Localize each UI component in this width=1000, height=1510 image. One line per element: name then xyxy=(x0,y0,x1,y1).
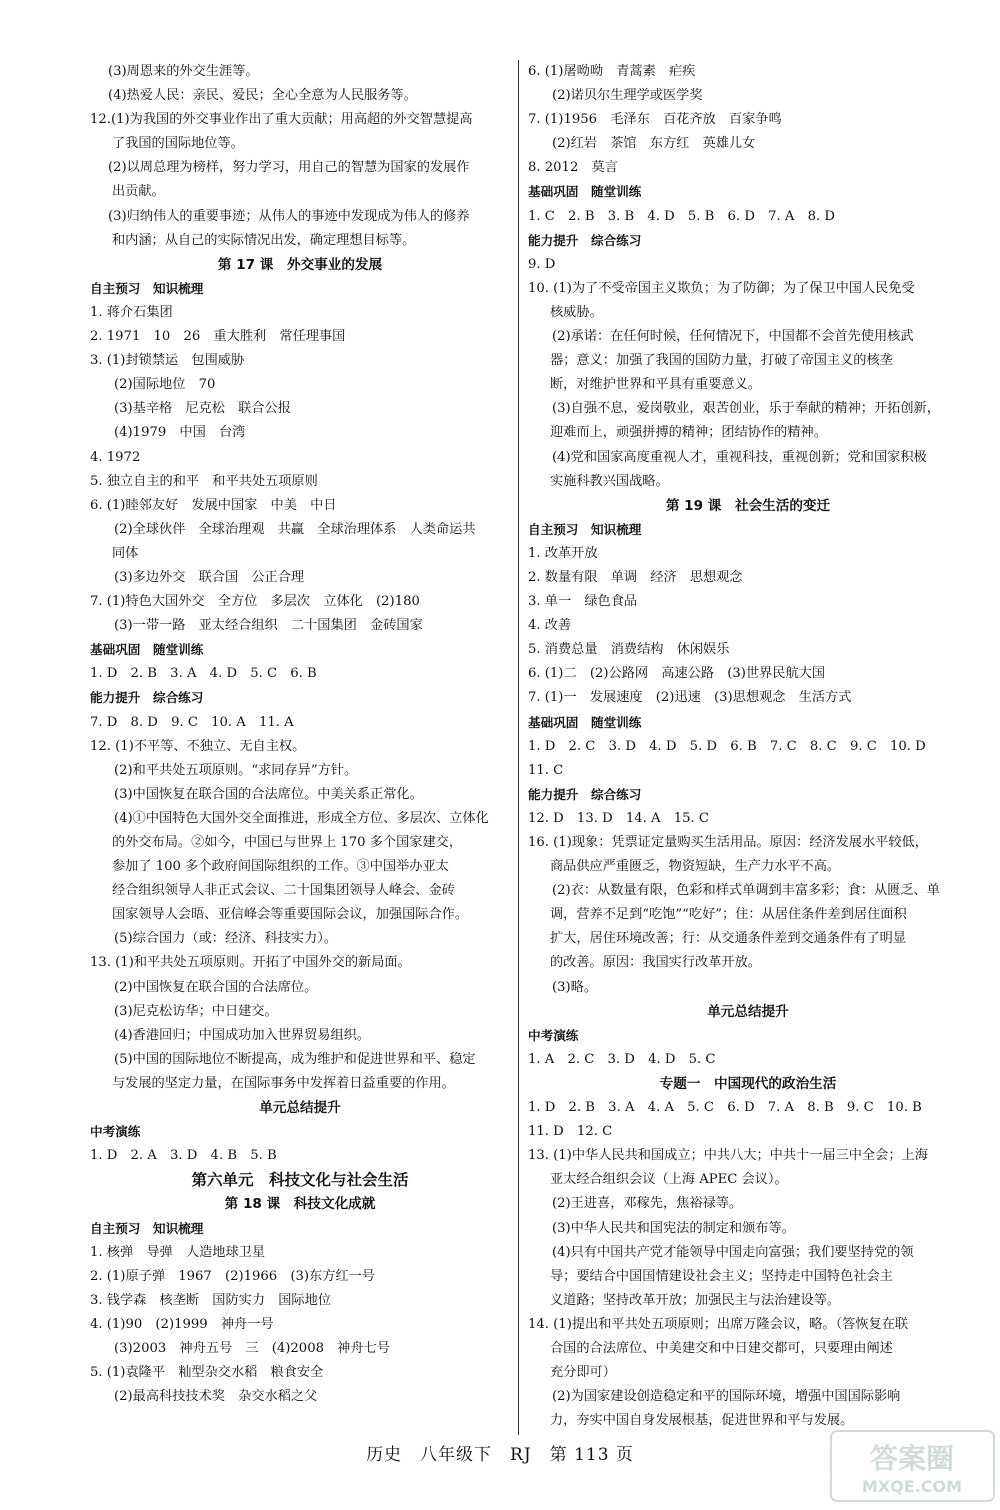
answer-line: (2)为国家建设创造稳定和平的国际环境，增强中国国际影响 xyxy=(552,1389,901,1405)
answer-line: 力，夯实中国自身发展根基，促进世界和平与发展。 xyxy=(550,1413,854,1429)
answer-line: 13. (1)和平共处五项原则。开拓了中国外交的新局面。 xyxy=(90,955,411,971)
answer-line: (3)中华人民共和国宪法的制定和颁布等。 xyxy=(552,1220,795,1236)
answer-line: (2)以周总理为榜样，努力学习，用自己的智慧为国家的发展作 xyxy=(108,160,470,176)
answer-line: (2)和平共处五项原则。“求同存异”方针。 xyxy=(114,762,358,778)
section-title: 专题一 中国现代的政治生活 xyxy=(659,1075,837,1092)
answer-line: 3. 单一 绿色食品 xyxy=(528,594,638,610)
answer-line: 6. (1)睦邻友好 发展中国家 中美 中日 xyxy=(90,497,337,513)
answer-line: 16. (1)现象：凭票证定量购买生活用品。原因：经济发展水平较低， xyxy=(528,835,928,850)
section-heading: 基础巩固 随堂训练 xyxy=(528,714,642,730)
answer-line: 2. (1)原子弹 1967 (2)1966 (3)东方红一号 xyxy=(90,1268,375,1284)
answer-line: (4)香港回归；中国成功加入世界贸易组织。 xyxy=(114,1027,371,1043)
answer-line: 3. 钱学森 核垄断 国防实力 国际地位 xyxy=(90,1292,331,1308)
answer-line: (3)尼克松访华；中日建交。 xyxy=(114,1003,278,1019)
answer-line: 5. (1)袁隆平 籼型杂交水稻 粮食安全 xyxy=(90,1365,324,1381)
answer-line: (3)归纳伟人的重要事迹；从伟人的事迹中发现成为伟人的修养 xyxy=(108,208,470,224)
answer-line: 1. D 2. B 3. A 4. A 5. C 6. D 7. A 8. B 9. C 10. B xyxy=(528,1100,922,1116)
right-column xyxy=(528,60,968,1433)
section-title: 单元总结提升 xyxy=(259,1100,341,1117)
answer-line: 11. C xyxy=(528,762,564,778)
column-divider xyxy=(518,60,519,1435)
answer-line: 出贡献。 xyxy=(112,184,165,200)
answer-line: 1. D 2. B 3. A 4. D 5. C 6. B xyxy=(90,666,317,682)
answer-line: 1. 蒋介石集团 xyxy=(90,304,173,320)
answer-line: (5)综合国力（或：经济、科技实力）。 xyxy=(114,931,338,947)
answer-line: 4. 改善 xyxy=(528,618,572,634)
section-heading: 中考演练 xyxy=(528,1027,579,1043)
answer-line: 参加了 100 多个政府间国际组织的工作。③中国举办亚太 xyxy=(112,859,449,875)
answer-line: 义道路；坚持改革开放；加强民主与法治建设等。 xyxy=(550,1292,841,1308)
answer-line: (4)热爱人民：亲民、爱民；全心全意为人民服务等。 xyxy=(108,88,417,104)
watermark-logo xyxy=(830,1430,995,1502)
answer-line: (3)自强不息，爱岗敬业，艰苦创业，乐于奉献的精神；开拓创新， xyxy=(552,401,940,417)
answer-line: (2)最高科技技术奖 杂交水稻之父 xyxy=(114,1389,318,1405)
answer-line: 的外交布局。②如今，中国已与世界上 170 多个国家建交， xyxy=(112,835,463,850)
svg-text:答案圈: 答案圈 xyxy=(869,1442,955,1475)
answer-line: 12.(1)为我国的外交事业作出了重大贡献；用高超的外交智慧提高 xyxy=(90,112,473,128)
answer-line: (3)周恩来的外交生涯等。 xyxy=(108,64,259,79)
answer-line: (4)1979 中国 台湾 xyxy=(114,425,246,441)
answer-line: (3)中国恢复在联合国的合法席位。中美关系正常化。 xyxy=(114,786,423,802)
answer-line: (4)只有中国共产党才能领导中国走向富强；我们要坚持党的领 xyxy=(552,1244,914,1260)
answer-line: (3)多边外交 联合国 公正合理 xyxy=(114,569,305,585)
unit-title: 第六单元 科技文化与社会生活 xyxy=(191,1171,409,1190)
answer-line: (2)中国恢复在联合国的合法席位。 xyxy=(114,979,318,995)
answer-line: 5. 独立自主的和平 和平共处五项原则 xyxy=(90,473,318,489)
section-heading: 中考演练 xyxy=(90,1124,141,1140)
answer-line: (5)中国的国际地位不断提高，成为维护和促进世界和平、稳定 xyxy=(114,1051,476,1067)
answer-line: 1. 核弹 导弹 人造地球卫星 xyxy=(90,1244,266,1260)
answer-line: 2. 1971 10 26 重大胜利 常任理事国 xyxy=(90,329,346,345)
answer-line: (2)王进喜，邓稼先，焦裕禄等。 xyxy=(552,1196,743,1212)
answer-line: 8. 2012 莫言 xyxy=(528,160,618,176)
answer-line: 11. D 12. C xyxy=(528,1124,613,1140)
answer-line: 1. D 2. A 3. D 4. B 5. B xyxy=(90,1148,277,1164)
answer-line: 实施科教兴国战略。 xyxy=(550,473,669,489)
answer-line: (4)党和国家高度重视人才，重视科技，重视创新；党和国家积极 xyxy=(552,449,927,465)
answer-line: 断，对维护世界和平具有重要意义。 xyxy=(550,377,761,393)
answer-line: 调，营养不足到“吃饱”“吃好”；住：从居住条件差到居住面积 xyxy=(550,907,907,923)
answer-line: 1. A 2. C 3. D 4. D 5. C xyxy=(528,1051,716,1067)
answer-line: (2)承诺：在任何时候，任何情况下，中国都不会首先使用核武 xyxy=(552,329,914,345)
answer-line: 充分即可） xyxy=(550,1365,616,1381)
answer-line: (3)2003 神舟五号 三 (4)2008 神舟七号 xyxy=(114,1340,390,1356)
answer-line: (2)国际地位 70 xyxy=(114,377,216,393)
section-heading: 能力提升 综合练习 xyxy=(90,690,204,706)
answer-line: 迎难而上，顽强拼搏的精神；团结协作的精神。 xyxy=(550,425,827,441)
answer-line: 扩大，居住环境改善；行：从交通条件差到交通条件有了明显 xyxy=(550,931,907,947)
page-footer: 历史 八年级下 RJ 第 113 页 xyxy=(366,1445,634,1465)
answer-line: (3)基辛格 尼克松 联合公报 xyxy=(114,401,291,417)
answer-line: 1. D 2. C 3. D 4. D 5. D 6. B 7. C 8. C 9. C 10. D xyxy=(528,738,926,754)
answer-line: 和内涵；从自己的实际情况出发，确定理想目标等。 xyxy=(112,232,416,248)
answer-line: 9. D xyxy=(528,256,556,272)
answer-line: (2)衣：从数量有限，色彩和样式单调到丰富多彩；食：从匮乏、单 xyxy=(552,883,940,899)
answer-line: 经合组织领导人非正式会议、二十国集团领导人峰会、金砖 xyxy=(112,883,455,899)
left-column xyxy=(90,60,510,1409)
answer-line: 亚太经合组织会议（上海 APEC 会议）。 xyxy=(550,1172,788,1188)
answer-line: 7. (1)一 发展速度 (2)迅速 (3)思想观念 生活方式 xyxy=(528,690,852,706)
answer-line: 12. (1)不平等、不独立、无自主权。 xyxy=(90,738,306,754)
answer-line: (2)全球伙伴 全球治理观 共赢 全球治理体系 人类命运共 xyxy=(114,521,476,537)
answer-line: 1. 改革开放 xyxy=(528,545,598,561)
answer-line: 与发展的坚定力量，在国际事务中发挥着日益重要的作用。 xyxy=(112,1075,455,1091)
answer-line: 7. (1)特色大国外交 全方位 多层次 立体化 (2)180 xyxy=(90,594,420,610)
section-heading: 基础巩固 随堂训练 xyxy=(528,184,642,200)
answer-line: 了我国的国际地位等。 xyxy=(112,136,244,152)
answer-line: 12. D 13. D 14. A 15. C xyxy=(528,810,709,826)
answer-line: (2)红岩 茶馆 东方红 英雄儿女 xyxy=(552,136,756,152)
section-heading: 自主预习 知识梳理 xyxy=(90,280,204,296)
section-heading: 自主预习 知识梳理 xyxy=(90,1220,204,1236)
section-heading: 基础巩固 随堂训练 xyxy=(90,642,204,658)
answer-line: (3)一带一路 亚太经合组织 二十国集团 金砖国家 xyxy=(114,618,423,634)
answer-line: 4. (1)90 (2)1999 神舟一号 xyxy=(90,1316,274,1332)
answer-line: 器；意义：加强了我国的国防力量，打破了帝国主义的核垄 xyxy=(550,353,893,369)
section-title: 第 17 课 外交事业的发展 xyxy=(217,256,383,273)
answer-line: 1. C 2. B 3. B 4. D 5. B 6. D 7. A 8. D xyxy=(528,208,835,224)
section-title: 第 18 课 科技文化成就 xyxy=(224,1196,376,1213)
section-heading: 能力提升 综合练习 xyxy=(528,786,642,802)
answer-line: 合国的合法席位、中美建交和中日建交都可，只要理由阐述 xyxy=(550,1340,893,1356)
answer-line: 7. (1)1956 毛泽东 百花齐放 百家争鸣 xyxy=(528,112,782,128)
answer-line: 3. (1)封锁禁运 包围威胁 xyxy=(90,353,245,369)
section-title: 单元总结提升 xyxy=(707,1003,789,1020)
answer-line: 商品供应严重匮乏，物资短缺，生产力水平不高。 xyxy=(550,859,841,875)
answer-line: (2)诺贝尔生理学或医学奖 xyxy=(552,88,703,104)
answer-line: (4)①中国特色大国外交全面推进，形成全方位、多层次、立体化 xyxy=(114,810,489,826)
svg-text:MXQE.COM: MXQE.COM xyxy=(861,1477,963,1496)
answer-line: 14. (1)提出和平共处五项原则；出席万隆会议，略。（答恢复在联 xyxy=(528,1316,909,1332)
answer-line: 国家领导人会晤、亚信峰会等重要国际会议，加强国际合作。 xyxy=(112,907,469,923)
answer-line: 6. (1)二 (2)公路网 高速公路 (3)世界民航大国 xyxy=(528,666,826,682)
answer-line: 7. D 8. D 9. C 10. A 11. A xyxy=(90,714,294,730)
section-heading: 能力提升 综合练习 xyxy=(528,232,642,248)
answer-line: (3)略。 xyxy=(552,979,598,995)
answer-line: 5. 消费总量 消费结构 休闲娱乐 xyxy=(528,642,730,658)
answer-line: 4. 1972 xyxy=(90,449,141,465)
answer-line: 导；要结合中国国情建设社会主义；坚持走中国特色社会主 xyxy=(550,1268,893,1284)
answer-line: 6. (1)屠呦呦 青蒿素 疟疾 xyxy=(528,64,696,79)
answer-line: 10. (1)为了不受帝国主义欺负；为了防御；为了保卫中国人民免受 xyxy=(528,280,915,296)
section-title: 第 19 课 社会生活的变迁 xyxy=(665,497,831,514)
answer-line: 核威胁。 xyxy=(550,304,603,320)
answer-line: 的改善。原因：我国实行改革开放。 xyxy=(550,955,761,971)
answer-line: 2. 数量有限 单调 经济 思想观念 xyxy=(528,569,743,585)
section-heading: 自主预习 知识梳理 xyxy=(528,521,642,537)
answer-line: 同体 xyxy=(112,545,139,561)
answer-line: 13. (1)中华人民共和国成立；中共八大；中共十一届三中全会；上海 xyxy=(528,1148,928,1164)
